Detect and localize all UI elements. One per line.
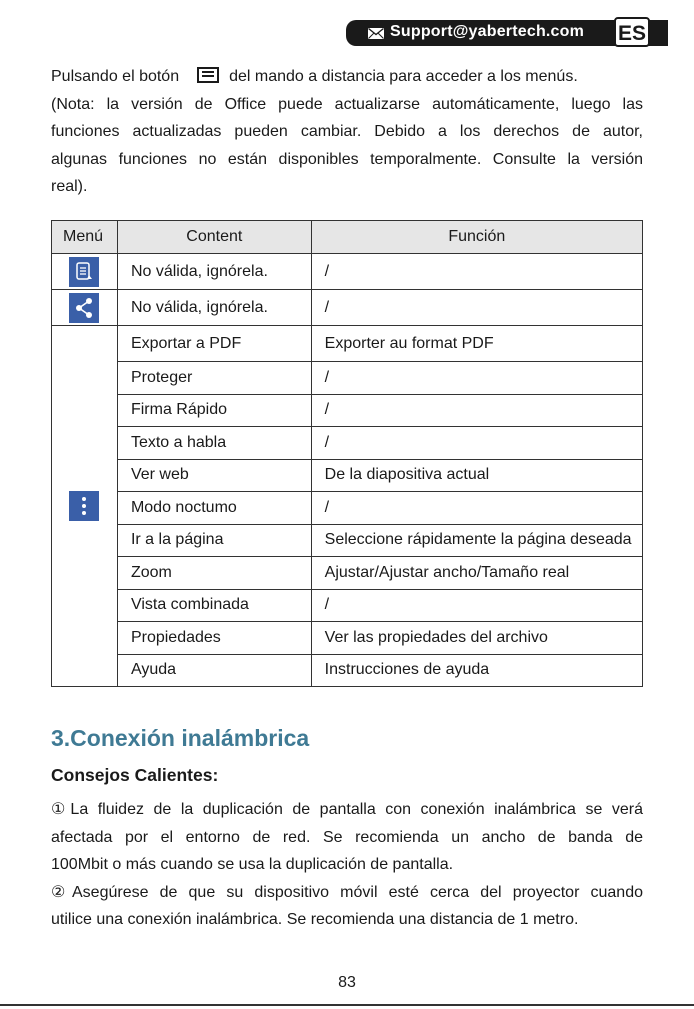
- support-header-bar: [346, 20, 668, 46]
- row-function: /: [311, 427, 642, 460]
- row-function: /: [311, 362, 642, 395]
- row-function: Exporter au format PDF: [311, 326, 642, 362]
- row-content: Ver web: [117, 459, 311, 492]
- row-content: Ayuda: [117, 654, 311, 687]
- intro-line-1: Pulsando el botón del mando a distancia para acceder a los menús.: [51, 68, 578, 85]
- table-row: [52, 326, 643, 362]
- table-row: [52, 427, 643, 460]
- row-function: /: [311, 254, 642, 290]
- row-content: Exportar a PDF: [117, 326, 311, 362]
- row-content: Modo noctumo: [117, 492, 311, 525]
- table-row: [52, 524, 643, 557]
- row-content: Zoom: [117, 557, 311, 590]
- intro-line-5: real).: [51, 178, 88, 195]
- share-icon: [69, 293, 99, 323]
- row-content: Ir a la página: [117, 524, 311, 557]
- mail-icon: [368, 28, 384, 39]
- row-content: Proteger: [117, 362, 311, 395]
- tip1-line-3: 100Mbit o más cuando se usa la duplicación de pantalla.: [51, 856, 454, 873]
- row-function: /: [311, 492, 642, 525]
- table-row: [52, 459, 643, 492]
- menu-button-icon: [197, 67, 219, 83]
- row-function: Ajustar/Ajustar ancho/Tamaño real: [311, 557, 642, 590]
- tips-paragraph: [51, 796, 643, 934]
- row-content: Texto a habla: [117, 427, 311, 460]
- row-function: De la diapositiva actual: [311, 459, 642, 492]
- table-row: [52, 492, 643, 525]
- table-row: [52, 622, 643, 655]
- table-row: [52, 557, 643, 590]
- language-badge: ES: [614, 17, 650, 47]
- table-header-row: [52, 221, 643, 254]
- row-function: Ver las propiedades del archivo: [311, 622, 642, 655]
- row-content: Vista combinada: [117, 589, 311, 622]
- row-function: /: [311, 394, 642, 427]
- more-vertical-icon: [69, 491, 99, 521]
- table-row: [52, 290, 643, 326]
- header-menu: Menú: [52, 221, 118, 254]
- intro-paragraph: [51, 63, 643, 201]
- row-function: /: [311, 589, 642, 622]
- row-content: Propiedades: [117, 622, 311, 655]
- table-row: [52, 254, 643, 290]
- section-title: 3.Conexión inalámbrica: [51, 725, 310, 751]
- tip2-line-1: ②Asegúrese de que su dispositivo móvil esté cerca del proyector cuando: [51, 883, 643, 901]
- menu-function-table: [51, 220, 643, 687]
- intro-line-4: algunas funciones no están disponibles temporalmente. Consulte la versión: [51, 150, 643, 168]
- intro-line-2: (Nota: la versión de Office puede actualizarse automáticamente, luego las: [51, 95, 643, 113]
- header-function: Función: [311, 221, 642, 254]
- page-number: 83: [338, 974, 356, 991]
- header-content: Content: [117, 221, 311, 254]
- section-subtitle: Consejos Calientes:: [51, 765, 219, 785]
- row-function: Instrucciones de ayuda: [311, 654, 642, 687]
- document-icon: [69, 257, 99, 287]
- tip1-line-2: afectada por el entorno de red. Se recomienda un ancho de banda de: [51, 828, 643, 846]
- support-email: Support@yabertech.com: [390, 23, 585, 40]
- table-row: [52, 654, 643, 687]
- row-function: Seleccione rápidamente la página deseada: [311, 524, 642, 557]
- row-function: /: [311, 290, 642, 326]
- table-row: [52, 362, 643, 395]
- table-row: [52, 589, 643, 622]
- tip2-line-2: utilice una conexión inalámbrica. Se recomienda una distancia de 1 metro.: [51, 911, 579, 928]
- intro-line-3: funciones actualizadas pueden cambiar. Debido a los derechos de autor,: [51, 123, 643, 140]
- row-content: No válida, ignórela.: [117, 254, 311, 290]
- footer-rule: [0, 1004, 694, 1006]
- row-content: No válida, ignórela.: [117, 290, 311, 326]
- row-content: Firma Rápido: [117, 394, 311, 427]
- table-row: [52, 394, 643, 427]
- tip1-line-1: ①La fluidez de la duplicación de pantalla con conexión inalámbrica se verá: [51, 801, 643, 818]
